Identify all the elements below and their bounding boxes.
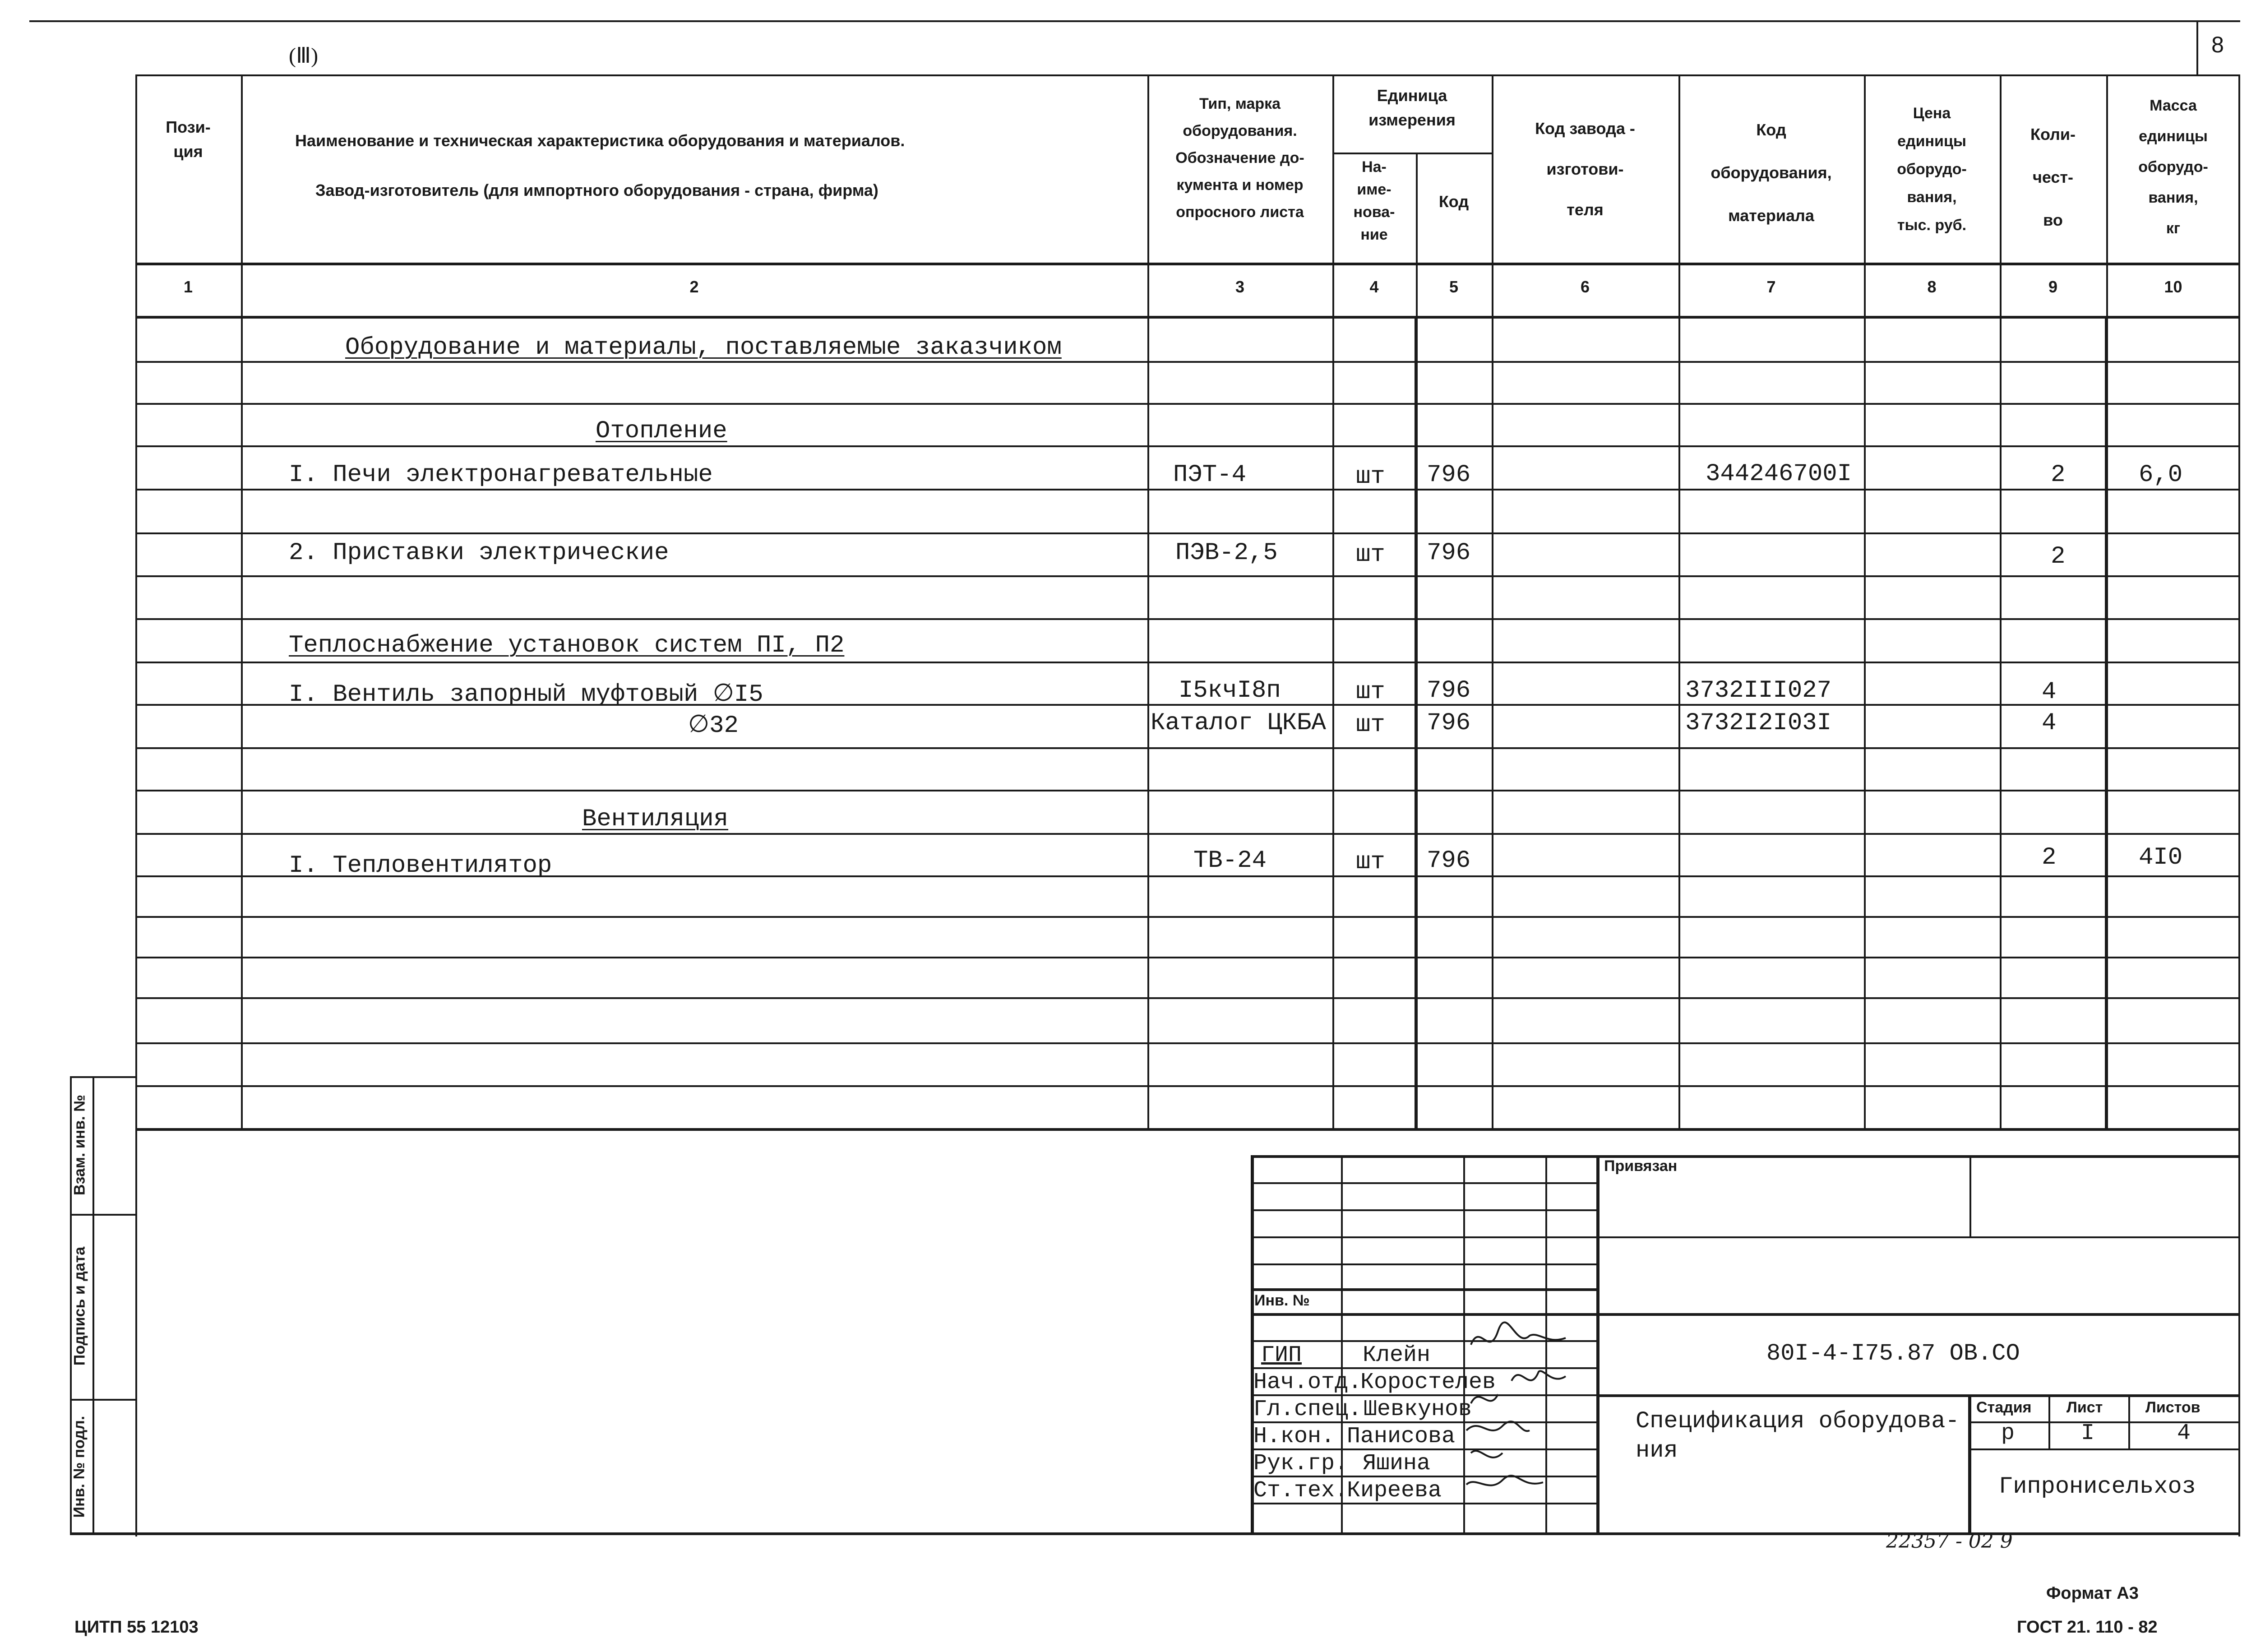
row-line <box>135 747 2240 749</box>
tb-doc-title-2: ния <box>1636 1437 1678 1464</box>
row3-name: I. Вентиль запорный муфтовый ∅I5 <box>289 681 763 708</box>
tb-line <box>1252 1182 1597 1184</box>
colnum-8: 8 <box>1927 278 1937 296</box>
tb-line <box>1252 1236 1597 1238</box>
row1-type: ПЭТ-4 <box>1173 461 1247 489</box>
row-line <box>135 445 2240 447</box>
section-heating: Отопление <box>596 417 727 445</box>
row2-type: ПЭВ-2,5 <box>1175 539 1278 567</box>
colnum-4: 4 <box>1369 278 1379 296</box>
signature-5 <box>1466 1476 1543 1485</box>
tb-stage-split2 <box>2128 1394 2130 1449</box>
row3-matcode: 3732III027 <box>1685 677 1832 704</box>
tb-line <box>1597 1394 2240 1397</box>
header-mass: Масса единицы оборудо- вания, кг <box>2138 97 2208 237</box>
tb-role-2: Гл.спец. <box>1253 1397 1362 1422</box>
box-left <box>1415 316 1418 1131</box>
row3-qty: 4 <box>2042 678 2057 706</box>
signature-0 <box>1471 1322 1566 1345</box>
row5-type: ТВ-24 <box>1193 847 1267 875</box>
col-line-1 <box>241 74 243 1130</box>
tb-sheet-value: I <box>2081 1421 2095 1446</box>
tb-name-0: Клейн <box>1363 1342 1431 1368</box>
tb-stage-split1 <box>2048 1394 2050 1449</box>
row-line <box>135 403 2240 405</box>
colnum-5: 5 <box>1449 278 1459 296</box>
tb-role-1: Нач.отд. <box>1253 1370 1362 1395</box>
row2-qty: 2 <box>2051 543 2066 570</box>
header-unit: Единица измерения <box>1368 86 1456 129</box>
tb-line <box>1597 1313 2240 1316</box>
tb-org: Гипронисельхоз <box>1999 1473 2196 1500</box>
tb-line <box>1252 1263 1597 1265</box>
footer-left: ЦИТП 55 12103 <box>74 1618 199 1637</box>
side-col-mid <box>92 1076 94 1534</box>
numbers-bottom <box>135 316 2240 319</box>
signature-4 <box>1471 1451 1502 1458</box>
header-name-line1: Наименование и техническая характеристика оборудования и материалов. <box>295 131 905 150</box>
row4-type: Каталог ЦКБА <box>1151 709 1326 737</box>
tb-inv-no: Инв. № <box>1254 1292 1310 1309</box>
header-unit-name: На- име- нова- ние <box>1353 158 1395 243</box>
header-bottom <box>135 263 2240 265</box>
row-line <box>135 489 2240 491</box>
row4-unit: шт <box>1356 711 1385 739</box>
page-box-top <box>29 20 2240 22</box>
tb-line <box>1252 1313 1597 1316</box>
footer-format: Формат А3 <box>2046 1584 2139 1603</box>
row1-mass: 6,0 <box>2139 461 2183 489</box>
side-label-vzam: Взам. инв. № <box>71 1094 88 1196</box>
side-label-podpis: Подпись и дата <box>71 1246 88 1366</box>
tb-sheet-label: Лист <box>2066 1399 2103 1416</box>
row4-qty: 4 <box>2042 709 2057 737</box>
tb-line <box>1597 1236 2240 1238</box>
colnum-10: 10 <box>2164 278 2182 296</box>
header-quantity: Коли- чест- во <box>2030 125 2076 229</box>
tb-priv-split <box>1969 1155 1971 1236</box>
header-unit-code: Код <box>1438 192 1469 211</box>
tb-sheets-value: 4 <box>2177 1421 2191 1446</box>
colnum-2: 2 <box>689 278 699 296</box>
row5-code: 796 <box>1427 847 1471 875</box>
row-line <box>135 618 2240 620</box>
frame-top <box>135 74 2240 76</box>
tb-sheets-label: Листов <box>2145 1399 2201 1416</box>
footer-right: ГОСТ 21. 110 - 82 <box>2017 1618 2158 1637</box>
col-line-2 <box>1147 74 1149 1130</box>
colnum-3: 3 <box>1235 278 1245 296</box>
section-main-title: Оборудование и материалы, поставляемые заказчиком <box>345 334 1062 361</box>
header-position: Пози- ция <box>166 118 211 161</box>
row-line <box>135 532 2240 534</box>
header-type: Тип, марка оборудования. Обозначение до- кумента и номер опросного листа <box>1175 95 1304 221</box>
tb-role-5: Ст.тех. <box>1253 1478 1349 1504</box>
row-line <box>135 833 2240 835</box>
row-line <box>135 662 2240 663</box>
row4-name: ∅32 <box>688 712 739 740</box>
handwritten-number: 22357 - 02 9 <box>1886 1530 2013 1553</box>
row5-qty: 2 <box>2042 844 2057 871</box>
side-label-inv: Инв. № подл. <box>70 1416 88 1518</box>
row1-qty: 2 <box>2051 461 2066 489</box>
row1-code: 796 <box>1427 461 1471 489</box>
colnum-7: 7 <box>1766 278 1776 296</box>
row2-unit: шт <box>1356 541 1385 569</box>
row3-code: 796 <box>1427 677 1471 704</box>
tb-name-4: Яшина <box>1363 1451 1431 1476</box>
tb-stage-left <box>1968 1394 1971 1535</box>
tb-role-4: Рук.гр. <box>1253 1451 1349 1476</box>
row2-name: 2. Приставки электрические <box>289 539 669 567</box>
row-line <box>135 1085 2240 1087</box>
tb-col-d <box>1596 1155 1600 1535</box>
tb-name-5: Киреева <box>1347 1478 1442 1504</box>
tb-line <box>1969 1448 2240 1450</box>
sheet-marker: (Ⅲ) <box>289 44 319 68</box>
row2-code: 796 <box>1427 539 1471 567</box>
colnum-6: 6 <box>1580 278 1590 296</box>
tb-line <box>1252 1209 1597 1211</box>
tb-doc-code: 80I-4-I75.87 ОВ.СО <box>1766 1340 2020 1367</box>
row-line <box>135 575 2240 577</box>
colnum-9: 9 <box>2048 278 2058 296</box>
tb-privyazan: Привязан <box>1604 1157 1678 1175</box>
row4-matcode: 3732I2I03I <box>1685 709 1832 737</box>
row1-unit: шт <box>1356 463 1385 491</box>
row3-type: I5кчI8п <box>1179 677 1281 704</box>
col-line-5 <box>1492 74 1493 1130</box>
signature-3 <box>1466 1421 1530 1431</box>
tb-name-1: Коростелев <box>1360 1370 1496 1395</box>
box-right <box>2105 316 2108 1131</box>
row-line <box>135 957 2240 958</box>
row5-mass: 4I0 <box>2139 844 2183 871</box>
section-ventilation: Вентиляция <box>582 805 729 833</box>
tb-name-2: Шевкунов <box>1364 1397 1472 1422</box>
header-name-line2: Завод-изготовитель (для импортного оборудования - страна, фирма) <box>315 181 878 199</box>
header-factory-code: Код завода - изготови- теля <box>1535 119 1635 219</box>
table-bottom <box>135 1128 2240 1131</box>
row1-matcode: 344246700I <box>1706 460 1852 488</box>
signatures <box>1462 1318 1575 1507</box>
section-heat-supply: Теплоснабжение установок систем ПI, П2 <box>289 632 845 659</box>
tb-doc-title-1: Спецификация оборудова- <box>1636 1408 1960 1435</box>
row3-unit: шт <box>1356 678 1385 706</box>
row5-unit: шт <box>1356 848 1385 876</box>
row-line <box>135 916 2240 918</box>
tb-role-0: ГИП <box>1261 1342 1302 1368</box>
tb-name-3: Панисова <box>1347 1424 1456 1449</box>
row-line <box>135 997 2240 999</box>
tb-stage-label: Стадия <box>1976 1399 2032 1416</box>
unit-subline <box>1332 153 1492 154</box>
colnum-1: 1 <box>183 278 193 296</box>
page-number: 8 <box>2211 32 2224 57</box>
row1-name: I. Печи электронагревательные <box>289 461 713 489</box>
row5-name: I. Тепловентилятор <box>289 852 552 879</box>
row-line <box>135 1042 2240 1044</box>
header-equipment-code: Код оборудования, материала <box>1710 120 1832 225</box>
signature-1 <box>1512 1371 1566 1381</box>
row4-code: 796 <box>1427 709 1471 737</box>
row-line <box>135 790 2240 791</box>
tb-stage-value: р <box>2001 1421 2015 1446</box>
tb-role-3: Н.кон. <box>1253 1424 1335 1449</box>
header-price: Цена единицы оборудо- вания, тыс. руб. <box>1897 105 1967 234</box>
tb-line <box>1252 1288 1597 1291</box>
tb-top <box>1252 1155 2240 1158</box>
signature-2 <box>1471 1394 1498 1403</box>
